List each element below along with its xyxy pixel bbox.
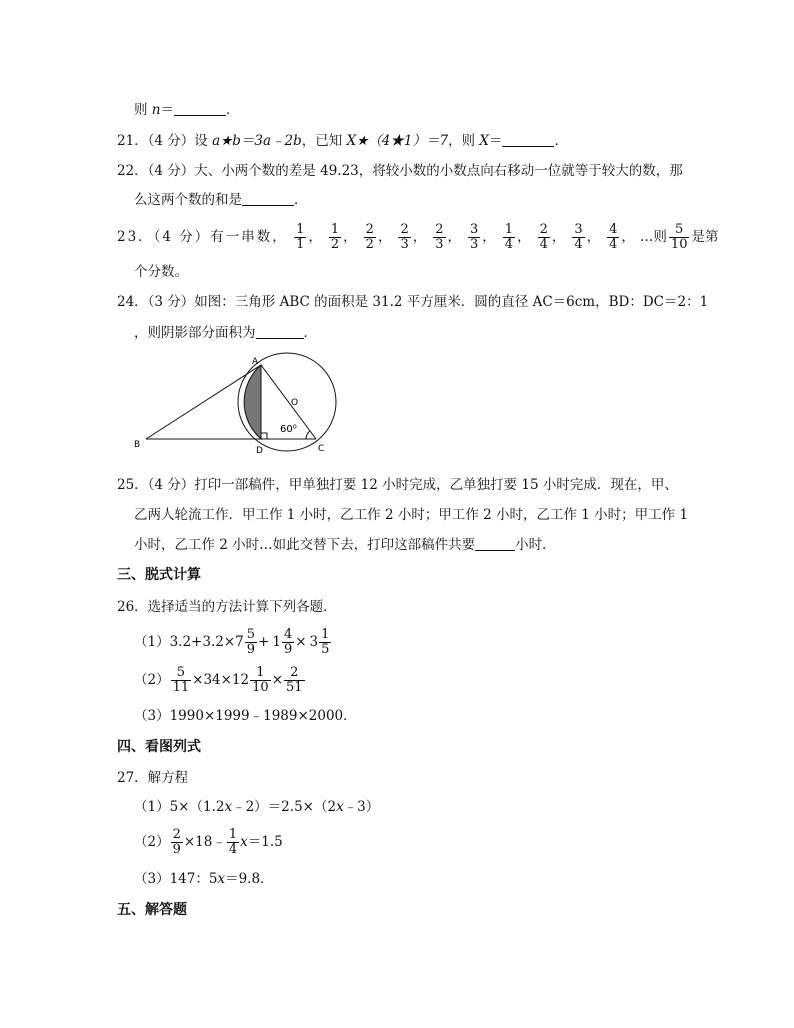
fraction [171, 666, 192, 695]
comma-separator: ， [551, 229, 566, 245]
sequence-fraction [607, 223, 619, 252]
denominator: 4 [228, 842, 238, 857]
numerator: 2 [400, 222, 409, 237]
q23-ellipsis: …则 [639, 229, 667, 245]
whole: 12 [231, 672, 250, 688]
question-21 [117, 131, 568, 151]
answer-blank[interactable] [242, 191, 294, 206]
variable-x: x [217, 871, 226, 887]
comma-separator: ， [621, 229, 635, 245]
question-26-item2 [134, 664, 306, 696]
q24-end: ． [303, 325, 317, 341]
whole: 3 [309, 634, 319, 650]
target-fraction [669, 223, 690, 252]
comma-separator: ， [377, 229, 392, 245]
label-b: B [134, 440, 141, 450]
question-24-line2 [134, 323, 317, 343]
q22-end: ． [294, 192, 308, 208]
eq-part: （1）5×（1.2 [134, 799, 225, 815]
fraction [171, 828, 183, 857]
q20-end: ． [226, 102, 240, 118]
angle-label: 60⁰ [280, 424, 297, 435]
target-denominator: 10 [670, 237, 688, 252]
denominator: 9 [172, 842, 181, 857]
fraction [282, 628, 294, 657]
fraction [250, 666, 271, 695]
q27-2-prefix: （2） [134, 834, 170, 850]
target-numerator: 5 [669, 223, 690, 238]
denominator: 3 [400, 237, 409, 252]
eq-part: ＝1.5 [247, 834, 283, 850]
comma-separator: ， [308, 229, 322, 245]
sequence-fraction [468, 223, 480, 252]
answer-blank[interactable] [174, 101, 226, 116]
numerator: 2 [172, 827, 181, 842]
q25-line3-end: 小时． [515, 537, 556, 553]
sequence-fraction [572, 223, 584, 252]
denominator: 2 [365, 237, 374, 252]
comma-separator: ， [586, 229, 601, 245]
q21-var: X [479, 133, 489, 149]
q21-end: ． [554, 133, 568, 149]
operator: + [258, 634, 270, 650]
section-3-heading: 三、脱式计算 [117, 567, 201, 583]
denominator: 5 [321, 642, 330, 657]
numerator: 5 [171, 666, 192, 681]
operator: ×34× [192, 672, 232, 688]
numerator: 4 [283, 627, 293, 642]
numerator: 2 [539, 222, 548, 237]
eq-part: （3）147：5 [134, 871, 218, 887]
q21-mid: ，已知 [301, 133, 347, 149]
section-5-heading: 五、解答题 [117, 902, 187, 918]
eq-part: ＝9.8． [225, 871, 274, 887]
label-d: D [256, 446, 263, 456]
q21-eq: ＝ [488, 133, 503, 149]
angle-arc [306, 431, 310, 439]
numerator: 1 [330, 222, 340, 237]
denominator: 4 [574, 237, 583, 252]
numerator: 1 [504, 222, 514, 237]
sequence-fraction [364, 223, 376, 252]
answer-blank[interactable] [502, 132, 554, 147]
question-26-item3: （3）1990×1999﹣1989×2000． [134, 708, 357, 724]
q23-intro: 23．（4 分）有一串数， [117, 229, 288, 245]
sequence-fraction [329, 223, 341, 252]
fraction [319, 628, 331, 657]
numerator: 2 [365, 222, 374, 237]
denominator: 11 [172, 680, 190, 695]
label-a: A [252, 357, 259, 367]
answer-blank[interactable] [475, 536, 515, 551]
q20-var: n [151, 102, 161, 118]
question-27-item3 [134, 869, 274, 889]
question-27-item2 [134, 826, 283, 858]
shaded-region [244, 365, 261, 439]
q21-def: a★b＝3a﹣2b [212, 133, 302, 149]
fraction [245, 628, 257, 657]
denominator: 3 [470, 237, 479, 252]
sequence-fraction [398, 223, 410, 252]
question-25-line1: 25．（4 分）打印一部稿件，甲单独打要 12 小时完成，乙单独打要 15 小时完成．现在，甲、 [117, 477, 678, 493]
whole: 1 [272, 634, 281, 650]
fraction [284, 666, 305, 695]
answer-blank[interactable] [256, 324, 304, 339]
question-24-line1: 24．（3 分）如图：三角形 ABC 的面积是 31.2 平方厘米．圆的直径 AC＝6cm，BD：DC＝2：1 [117, 294, 709, 310]
question-26-title: 26．选择适当的方法计算下列各题． [117, 599, 337, 615]
numerator: 2 [435, 222, 444, 237]
question-25-line2: 乙两人轮流工作．甲工作 1 小时，乙工作 2 小时；甲工作 2 小时，乙工作 1 小时；甲工作 1 [134, 507, 689, 523]
q20-prefix: 则 [134, 102, 152, 118]
question-22-line2 [134, 190, 308, 210]
comma-separator: ， [447, 229, 462, 245]
denominator: 51 [286, 680, 303, 695]
q24-line2-text: ，则阴影部分面积为 [134, 325, 256, 341]
numerator: 1 [250, 666, 271, 681]
denominator: 3 [435, 237, 444, 252]
q25-line3-text: 小时，乙工作 2 小时…如此交替下去，打印这部稿件共要 [134, 537, 476, 553]
sequence-fraction [503, 223, 515, 252]
question-26-item1 [134, 626, 332, 658]
operator: ×18﹣ [183, 834, 226, 850]
denominator: 10 [252, 680, 269, 695]
q23-after: 是第 [691, 229, 719, 245]
q20-eq: ＝ [160, 102, 174, 118]
numerator: 5 [246, 627, 256, 642]
question-27-item1 [134, 797, 379, 817]
denominator: 4 [609, 237, 618, 252]
numerator: 3 [574, 222, 583, 237]
denominator: 4 [539, 237, 548, 252]
sequence-fraction [538, 223, 550, 252]
question-27-title: 27．解方程 [117, 770, 189, 786]
comma-separator: ， [412, 229, 427, 245]
eq-part: ﹣3） [343, 799, 380, 815]
q21-expr: X★（4★1）＝7 [346, 133, 449, 149]
operator: × [271, 672, 283, 688]
operator: × [295, 634, 307, 650]
whole: 7 [235, 634, 244, 650]
denominator: 4 [504, 237, 514, 252]
numerator: 3 [470, 222, 479, 237]
variable-x: x [240, 834, 248, 850]
denominator: 9 [246, 642, 256, 657]
denominator: 2 [330, 237, 340, 252]
q26-1-prefix: （1）3.2+3.2× [134, 634, 236, 650]
comma-separator: ， [517, 229, 531, 245]
numerator: 4 [609, 222, 618, 237]
q26-2-prefix: （2） [134, 672, 170, 688]
section-4-heading: 四、看图列式 [117, 739, 201, 755]
denominator: 9 [283, 642, 293, 657]
question-23-line2: 个分数。 [134, 264, 188, 280]
q20-tail [134, 100, 240, 120]
denominator: 1 [296, 237, 305, 252]
label-c: C [318, 444, 325, 454]
numerator: 1 [296, 222, 305, 237]
triangle-circle-figure [132, 352, 337, 460]
numerator: 1 [321, 627, 330, 642]
question-23 [117, 220, 718, 254]
numerator: 1 [228, 827, 238, 842]
q22-line2-text: 么这两个数的和是 [134, 192, 242, 208]
sequence-fraction [433, 223, 445, 252]
numerator: 2 [284, 666, 305, 681]
right-angle-mark [261, 433, 267, 439]
eq-part: ﹣2）＝2.5×（2 [232, 799, 337, 815]
q21-ask: ，则 [448, 133, 480, 149]
fraction-sequence [292, 222, 640, 252]
fraction [227, 828, 239, 857]
sequence-fraction [294, 223, 306, 252]
question-22-line1: 22．（4 分）大、小两个数的差是 49.23，将较小数的小数点向右移动一位就等于较大的数，那 [117, 163, 683, 179]
variable-x: x [224, 799, 233, 815]
comma-separator: ， [343, 229, 357, 245]
q21-num: 21．（4 分）设 [117, 133, 213, 149]
variable-x: x [336, 799, 344, 815]
question-25-line3 [134, 535, 556, 555]
comma-separator: ， [482, 229, 496, 245]
label-o: O [291, 398, 299, 408]
